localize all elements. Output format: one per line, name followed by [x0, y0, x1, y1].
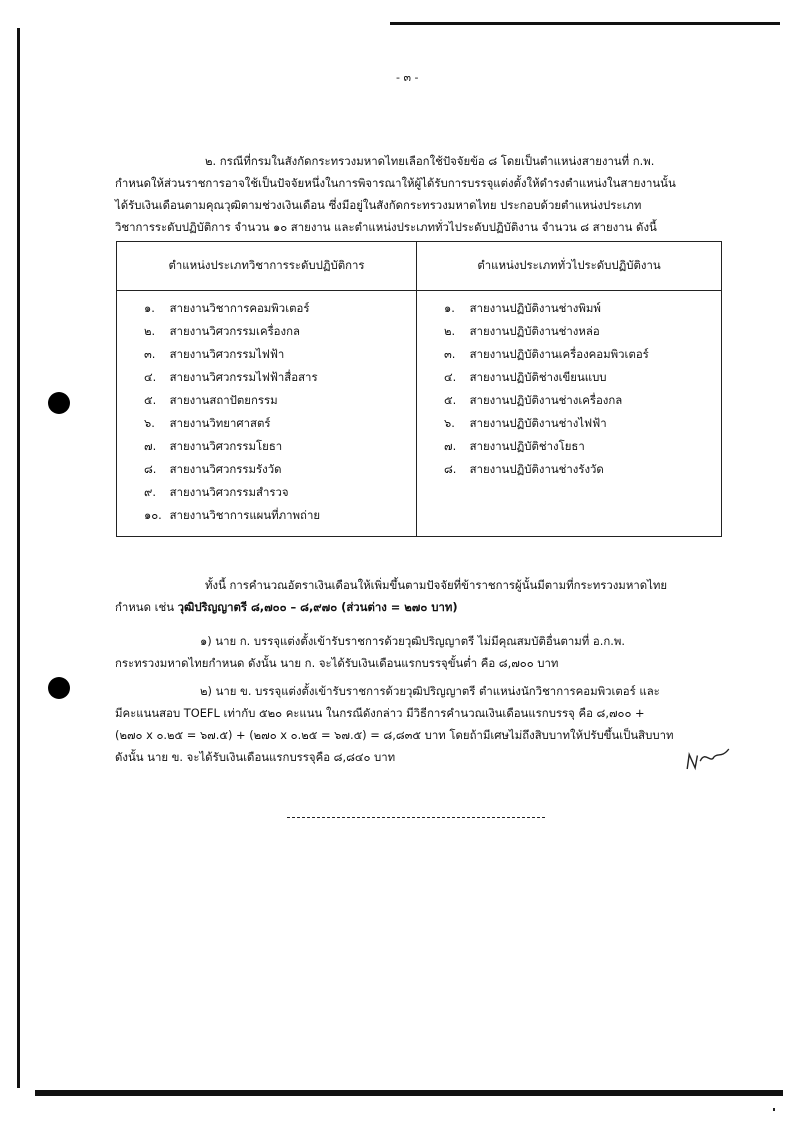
note-line: กำหนด เช่น วุฒิปริญญาตรี ๘,๗๐๐ – ๘,๙๗๐ (ส่วนต่าง = ๒๗๐ บาท): [115, 600, 458, 614]
handwritten-initials-icon: [680, 743, 735, 776]
example-line: ดังนั้น นาย ข. จะได้รับเงินเดือนแรกบรรจุคือ ๘,๘๔๐ บาท: [115, 750, 396, 764]
positions-table: [116, 241, 722, 537]
intro-line: ๒. กรณีที่กรมในสังกัดกระทรวงมหาดไทยเลือกใช้ปัจจัยข้อ ๘ โดยเป็นตำแหน่งสายงานที่ ก.พ.: [205, 154, 655, 168]
list-item: ๒. สายงานวิศวกรรมเครื่องกล: [144, 324, 300, 338]
academic-positions-list: [117, 291, 417, 537]
list-item: ๔. สายงานปฏิบัติช่างเขียนแบบ: [444, 370, 607, 384]
list-item: ๑๐. สายงานวิชาการแผนที่ภาพถ่าย: [144, 508, 321, 522]
salary-note-paragraph: [115, 574, 725, 618]
table-header-academic: ตำแหน่งประเภทวิชาการระดับปฏิบัติการ: [117, 242, 417, 291]
list-item: ๗. สายงานวิศวกรรมโยธา: [144, 439, 283, 453]
list-item: ๓. สายงานปฏิบัติงานเครื่องคอมพิวเตอร์: [444, 347, 649, 361]
salary-range-highlight: วุฒิปริญญาตรี ๘,๗๐๐ – ๘,๙๗๐ (ส่วนต่าง = ๒๗๐ บาท): [177, 600, 458, 614]
end-divider: [287, 817, 545, 818]
table-header-general: ตำแหน่งประเภททั่วไประดับปฏิบัติงาน: [417, 242, 722, 291]
list-item: ๘. สายงานวิศวกรรมรังวัด: [144, 462, 282, 476]
list-item: ๑. สายงานวิชาการคอมพิวเตอร์: [144, 301, 310, 315]
list-item: ๖. สายงานวิทยาศาสตร์: [144, 416, 271, 430]
example-line: (๒๗๐ x ๐.๒๕ = ๖๗.๕) + (๒๗๐ x ๐.๒๕ = ๖๗.๕) = ๘,๘๓๕ บาท โดยถ้ามีเศษไม่ถึงสิบบาทให้ปรับขึ้นเป็นสิบบาท: [115, 728, 674, 742]
page-number: - ๓ -: [396, 71, 419, 84]
example-line: มีคะแนนสอบ TOEFL เท่ากับ ๕๒๐ คะแนน ในกรณีดังกล่าว มีวิธีการคำนวณเงินเดือนแรกบรรจุ คือ ๘,๗๐๐ +: [115, 706, 645, 720]
example-1-paragraph: [115, 630, 725, 674]
note-line: ทั้งนี้ การคำนวณอัตราเงินเดือนให้เพิ่มขึ้นตามปัจจัยที่ข้าราชการผู้นั้นมีตามที่กระทรวงมหาดไทย: [205, 578, 668, 592]
scan-mark: [773, 1108, 775, 1111]
list-item: ๙. สายงานวิศวกรรมสำรวจ: [144, 485, 289, 499]
general-positions-list: [417, 291, 722, 537]
list-item: ๕. สายงานสถาปัตยกรรม: [144, 393, 278, 407]
bottom-rule: [35, 1090, 783, 1096]
list-item: ๖. สายงานปฏิบัติงานช่างไฟฟ้า: [444, 416, 607, 430]
left-margin-rule: [17, 28, 20, 1088]
list-item: ๑. สายงานปฏิบัติงานช่างพิมพ์: [444, 301, 601, 315]
intro-line: วิชาการระดับปฏิบัติการ จำนวน ๑๐ สายงาน และตำแหน่งประเภททั่วไประดับปฏิบัติงาน จำนวน ๘ สายงาน ดังนี้: [115, 220, 657, 234]
example-line: ๒) นาย ข. บรรจุแต่งตั้งเข้ารับราชการด้วยวุฒิปริญญาตรี ตำแหน่งนักวิชาการคอมพิวเตอร์ และ: [200, 684, 660, 698]
example-line: ๑) นาย ก. บรรจุแต่งตั้งเข้ารับราชการด้วยวุฒิปริญญาตรี ไม่มีคุณสมบัติอื่นตามที่ อ.ก.พ.: [200, 634, 626, 648]
list-item: ๗. สายงานปฏิบัติช่างโยธา: [444, 439, 585, 453]
example-line: กระทรวงมหาดไทยกำหนด ดังนั้น นาย ก. จะได้รับเงินเดือนแรกบรรจุขั้นต่ำ คือ ๘,๗๐๐ บาท: [115, 656, 559, 670]
intro-paragraph: [115, 150, 725, 238]
list-item: ๔. สายงานวิศวกรรมไฟฟ้าสื่อสาร: [144, 370, 318, 384]
punch-hole-icon: [48, 392, 70, 414]
punch-hole-icon: [48, 677, 70, 699]
intro-line: ได้รับเงินเดือนตามคุณวุฒิตามช่วงเงินเดือน ซึ่งมีอยู่ในสังกัดกระทรวงมหาดไทย ประกอบด้วยตำแหน่งประเภท: [115, 198, 642, 212]
top-rule: [390, 22, 780, 25]
example-2-paragraph: [115, 680, 725, 768]
list-item: ๓. สายงานวิศวกรรมไฟฟ้า: [144, 347, 285, 361]
intro-line: กำหนดให้ส่วนราชการอาจใช้เป็นปัจจัยหนึ่งในการพิจารณาให้ผู้ได้รับการบรรจุแต่งตั้งให้ดำรงตำแหน่งในสายงานนั้น: [115, 176, 676, 190]
list-item: ๒. สายงานปฏิบัติงานช่างหล่อ: [444, 324, 600, 338]
list-item: ๘. สายงานปฏิบัติงานช่างรังวัด: [444, 462, 604, 476]
list-item: ๕. สายงานปฏิบัติงานช่างเครื่องกล: [444, 393, 623, 407]
